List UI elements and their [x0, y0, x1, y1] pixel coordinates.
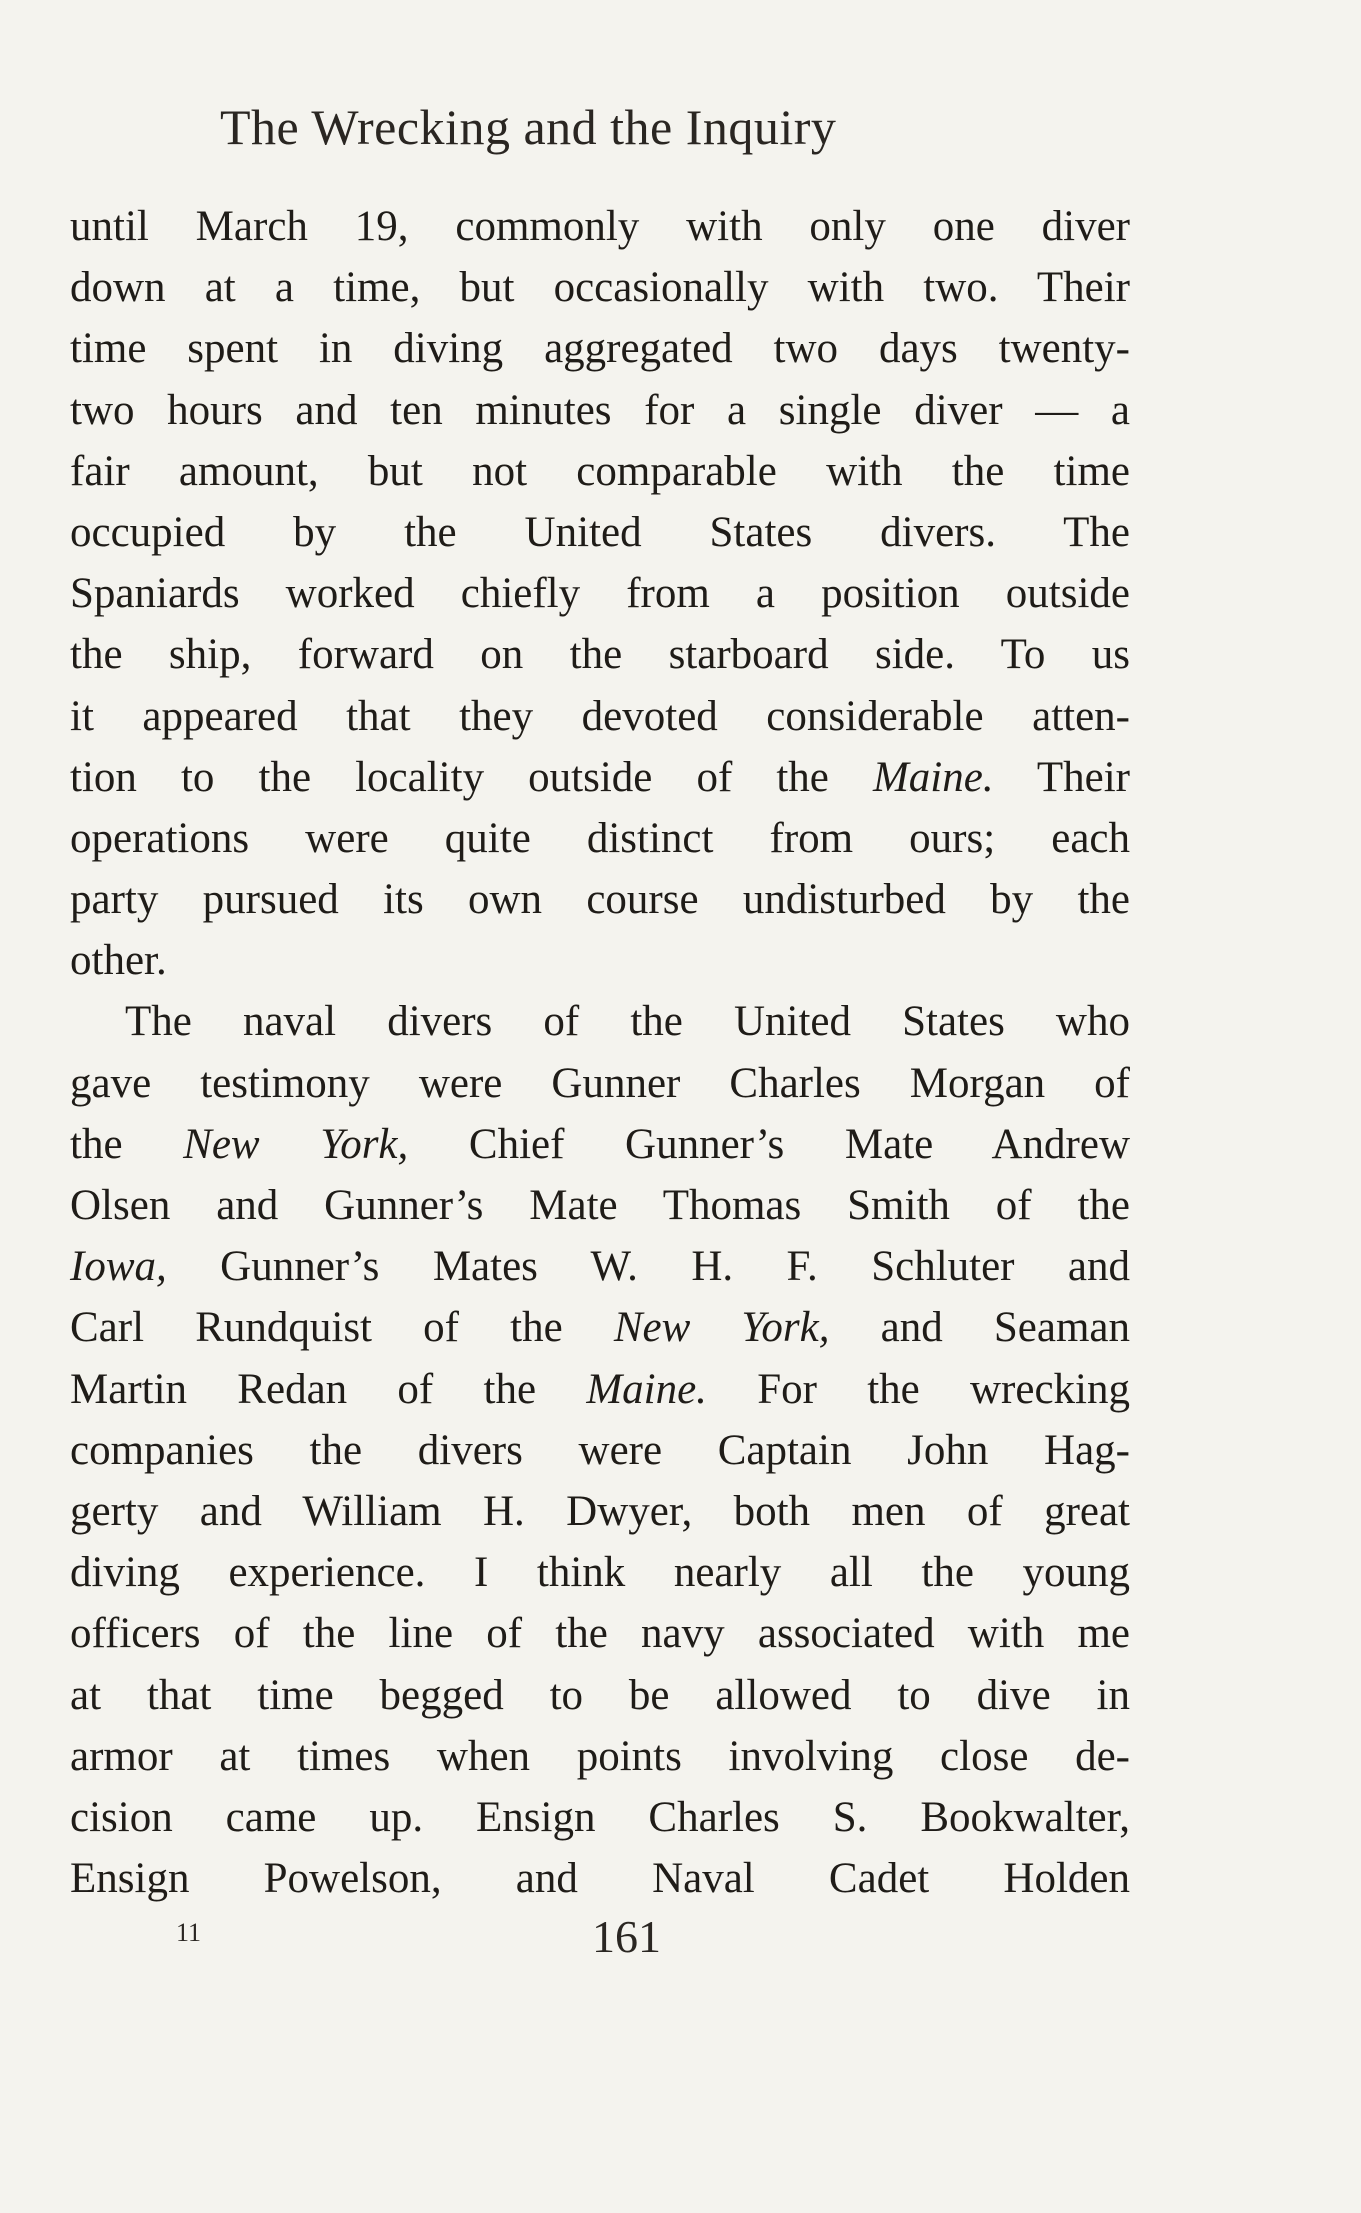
- text-line: other.: [70, 937, 167, 985]
- ship-name-italic: Maine.: [586, 1365, 707, 1413]
- ship-name-italic: New York,: [183, 1120, 409, 1168]
- text-line: the New York, Chief Gunner’s Mate Andrew: [70, 1120, 1130, 1168]
- ship-name-italic: Iowa,: [70, 1243, 167, 1291]
- ship-name-italic: Maine.: [872, 753, 994, 801]
- page-number: 161: [592, 1911, 661, 1962]
- text-line: The naval divers of the United States who: [125, 998, 1130, 1046]
- running-head: The Wrecking and the Inquiry: [220, 99, 837, 155]
- text-line: it appeared that they devoted considerable atten-: [70, 692, 1130, 740]
- text-line: tion to the locality outside of the Maine. Their: [70, 753, 1130, 801]
- text-line: armor at times when points involving close de-: [70, 1732, 1130, 1780]
- text-line: companies the divers were Captain John Hag-: [70, 1426, 1130, 1474]
- text-line: gave testimony were Gunner Charles Morgan of: [70, 1059, 1130, 1107]
- signature-mark: 11: [176, 1918, 202, 1947]
- text-line: Spaniards worked chiefly from a position outside: [70, 570, 1130, 618]
- ship-name-italic: New York,: [613, 1304, 830, 1352]
- text-line: operations were quite distinct from ours; each: [70, 814, 1130, 862]
- text-line: at that time begged to be allowed to dive in: [70, 1671, 1130, 1719]
- text-line: occupied by the United States divers. The: [70, 508, 1130, 556]
- text-line: the ship, forward on the starboard side. To us: [70, 631, 1130, 679]
- text-line: until March 19, commonly with only one diver: [70, 203, 1130, 250]
- body-text: [70, 196, 1130, 1909]
- text-line: time spent in diving aggregated two days twenty-: [70, 325, 1130, 373]
- text-line: officers of the line of the navy associated with me: [70, 1610, 1130, 1658]
- text-line: gerty and William H. Dwyer, both men of great: [70, 1487, 1130, 1535]
- text-line: party pursued its own course undisturbed by the: [70, 876, 1130, 924]
- text-line: Carl Rundquist of the New York, and Seaman: [70, 1304, 1131, 1352]
- text-line: Iowa, Gunner’s Mates W. H. F. Schluter and: [70, 1243, 1130, 1291]
- text-line: cision came up. Ensign Charles S. Bookwalter,: [70, 1793, 1130, 1841]
- text-line: Ensign Powelson, and Naval Cadet Holden: [70, 1855, 1130, 1903]
- text-line: two hours and ten minutes for a single diver — a: [70, 386, 1130, 434]
- text-line: Olsen and Gunner’s Mate Thomas Smith of the: [70, 1182, 1130, 1229]
- text-line: Martin Redan of the Maine. For the wrecking: [70, 1365, 1130, 1413]
- text-line: down at a time, but occasionally with two. Their: [70, 264, 1130, 312]
- text-line: diving experience. I think nearly all the young: [70, 1549, 1130, 1597]
- text-line: fair amount, but not comparable with the time: [70, 447, 1130, 495]
